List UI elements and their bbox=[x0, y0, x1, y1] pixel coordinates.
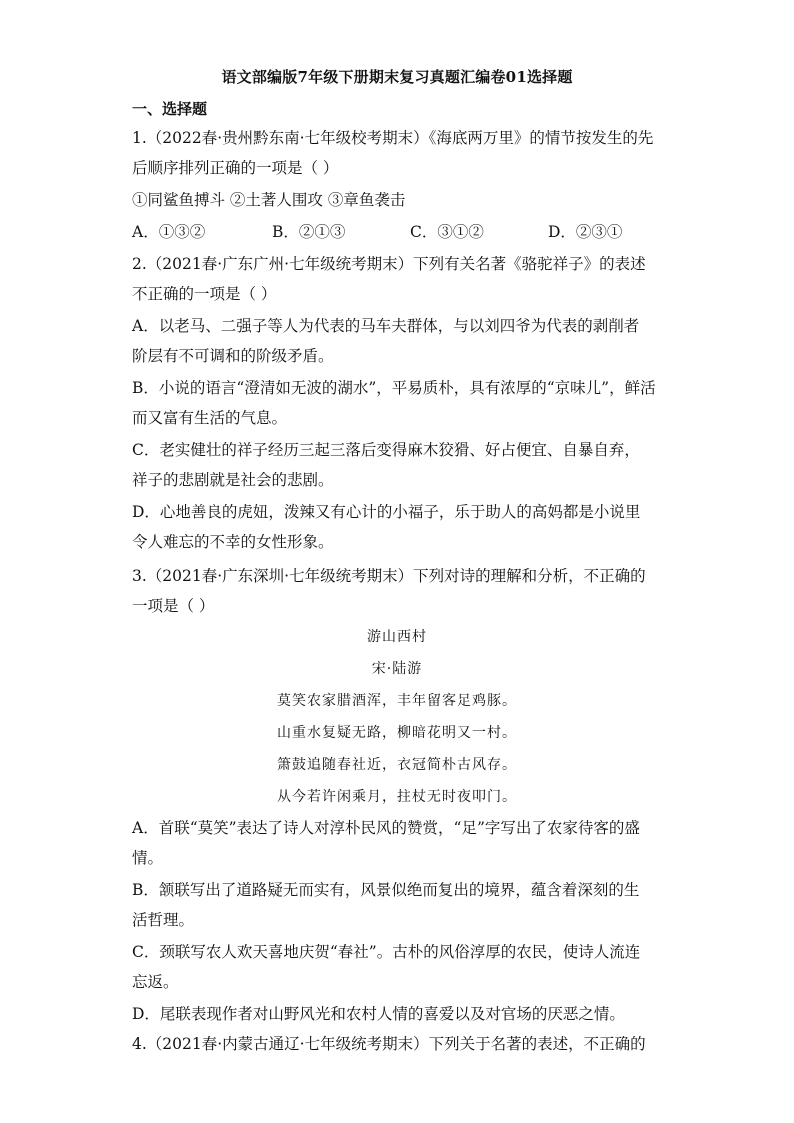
q3-stem-line-2: 一项是（ ） bbox=[132, 597, 215, 615]
q2-option-a-line-1: A．以老马、二强子等人为代表的马车夫群体，与以刘四爷为代表的剥削者 bbox=[132, 317, 640, 335]
q2-option-c-line-2: 祥子的悲剧就是社会的悲剧。 bbox=[132, 471, 334, 489]
section-heading: 一、选择题 bbox=[132, 100, 208, 118]
q1-stem-line-1: 1.（2022春·贵州黔东南·七年级校考期末）《海底两万里》的情节按发生的先 bbox=[132, 129, 654, 147]
poem-line-1: 莫笑农家腊酒浑，丰年留客足鸡豚。 bbox=[277, 693, 517, 709]
q2-option-d-line-1: D．心地善良的虎妞，泼辣又有心计的小福子，乐于助人的高妈都是小说里 bbox=[132, 503, 641, 521]
q3-option-c-line-1: C．颈联写农人欢天喜地庆贺“春社”。古朴的风俗淳厚的农民，使诗人流连 bbox=[132, 943, 641, 961]
page-title: 语文部编版7年级下册期末复习真题汇编卷01选择题 bbox=[221, 68, 573, 86]
poem-title: 游山西村 bbox=[367, 629, 427, 645]
q3-option-b-line-1: B．颔联写出了道路疑无而实有，风景似绝而复出的境界，蕴含着深刻的生 bbox=[132, 881, 640, 899]
q4-stem-line-1: 4.（2021春·内蒙古通辽·七年级统考期末）下列关于名著的表述，不正确的 bbox=[132, 1035, 646, 1053]
q2-option-b-line-1: B．小说的语言“澄清如无波的湖水”，平易质朴，具有浓厚的“京味儿”，鲜活 bbox=[132, 379, 656, 397]
q1-option-a: A．①③② bbox=[132, 223, 206, 241]
q1-option-b: B．②①③ bbox=[272, 223, 346, 241]
poem-author: 宋·陆游 bbox=[371, 661, 423, 677]
q1-events: ①同鲨鱼搏斗 ②土著人围攻 ③章鱼袭击 bbox=[132, 191, 406, 209]
q1-option-c: C．③①② bbox=[410, 223, 484, 241]
q3-option-d: D．尾联表现作者对山野风光和农村人情的喜爱以及对官场的厌恶之情。 bbox=[132, 1005, 625, 1023]
q1-stem-line-2: 后顺序排列正确的一项是（ ） bbox=[132, 159, 339, 177]
q3-option-a-line-2: 情。 bbox=[132, 849, 164, 867]
q2-option-a-line-2: 阶层有不可调和的阶级矛盾。 bbox=[132, 347, 334, 365]
q2-option-d-line-2: 令人难忘的不幸的女性形象。 bbox=[132, 533, 334, 551]
poem-line-3: 箫鼓追随春社近，衣冠简朴古风存。 bbox=[277, 757, 517, 773]
q1-option-d: D．②③① bbox=[548, 223, 623, 241]
q2-option-c-line-1: C．老实健壮的祥子经历三起三落后变得麻木狡猾、好占便宜、自暴自弃， bbox=[132, 441, 640, 459]
poem-line-2: 山重水复疑无路，柳暗花明又一村。 bbox=[277, 725, 517, 741]
q3-option-c-line-2: 忘返。 bbox=[132, 973, 179, 991]
poem-line-4: 从今若许闲乘月，拄杖无时夜叩门。 bbox=[277, 789, 517, 805]
q2-stem-line-1: 2.（2021春·广东广州·七年级统考期末）下列有关名著《骆驼祥子》的表述 bbox=[132, 255, 646, 273]
q2-option-b-line-2: 而又富有生活的气息。 bbox=[132, 409, 288, 427]
q2-stem-line-2: 不正确的一项是（ ） bbox=[132, 285, 277, 303]
q3-option-a-line-1: A．首联“莫笑”表达了诗人对淳朴民风的赞赏，“足”字写出了农家待客的盛 bbox=[132, 819, 640, 837]
q3-option-b-line-2: 活哲理。 bbox=[132, 911, 195, 929]
q3-stem-line-1: 3.（2021春·广东深圳·七年级统考期末）下列对诗的理解和分析，不正确的 bbox=[132, 567, 646, 585]
